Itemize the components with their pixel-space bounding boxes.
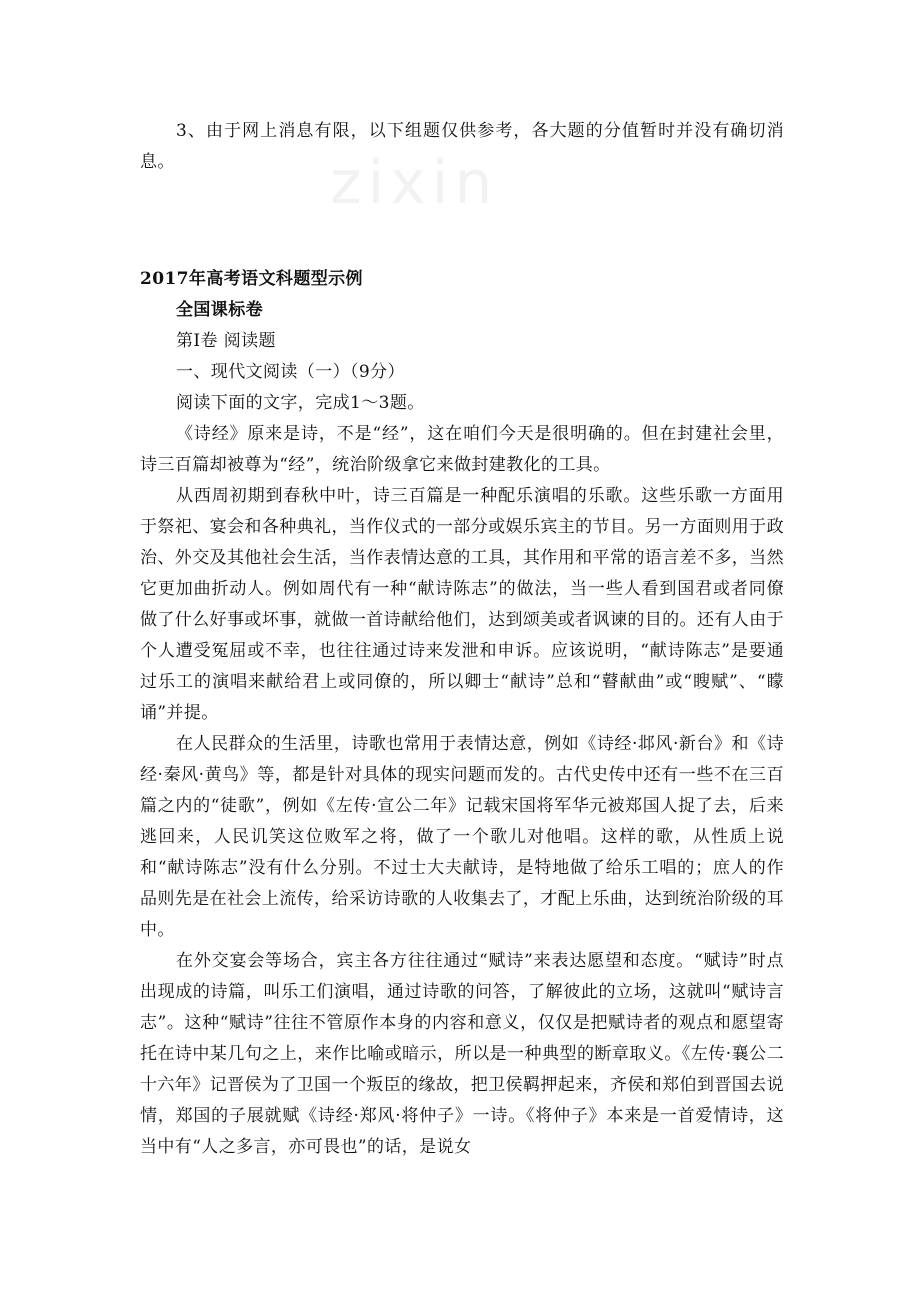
section-title: 第Ⅰ卷 阅读题 [176, 331, 276, 351]
exam-body [140, 264, 784, 1163]
instruction-text: 阅读下面的文字，完成1～3题。 [176, 393, 425, 413]
body-paragraph: 《诗经》原来是诗，不是“经”，这在咱们今天是很明确的。但在封建社会里，诗三百篇却被尊为“经”，统治阶级拿它来做封建教化的工具。 [140, 424, 784, 475]
body-paragraph: 从西周初期到春秋中叶，诗三百篇是一种配乐演唱的乐歌。这些乐歌一方面用于祭祀、宴会和各种典礼，当作仪式的一部分或娱乐宾主的节目。另一方面则用于政治、外交及其他社会生活，当作表情达意的工具，其作用和平常的语言差不多，当然它更加曲折动人。例如周代有一种“献诗陈志”的做法，当一些人看到国君或者同僚做了什么好事或坏事，就做一首诗献给他们，达到颂美或者讽谏的目的。还有人由于个人遭受冤屈或不幸，也往往通过诗来发泄和申诉。应该说明，“献诗陈志”是要通过乐工的演唱来献给君上或同僚的，所以卿士“献诗”总和“瞽献曲”或“瞍赋”、“矇诵”并提。 [140, 486, 784, 723]
note-paragraph: 3、由于网上消息有限，以下组题仅供参考，各大题的分值暂时并没有确切消息。 [140, 121, 784, 172]
exam-subheading: 全国课标卷 [176, 300, 263, 320]
body-paragraph: 在人民群众的生活里，诗歌也常用于表情达意，例如《诗经·邶风·新台》和《诗经·秦风·黄鸟》等，都是针对具体的现实问题而发的。古代史传中还有一些不在三百篇之内的“徒歌”，例如《左传·宣公二年》记载宋国将军华元被郑国人捉了去，后来逃回来，人民讥笑这位败军之将，做了一个歌儿对他唱。这样的歌，从性质上说和“献诗陈志”没有什么分别。不过士大夫献诗，是特地做了给乐工唱的；庶人的作品则先是在社会上流传，给采访诗歌的人收集去了，才配上乐曲，达到统治阶级的耳中。 [140, 734, 784, 940]
body-paragraph: 在外交宴会等场合，宾主各方往往通过“赋诗”来表达愿望和态度。“赋诗”时点出现成的诗篇，叫乐工们演唱，通过诗歌的问答，了解彼此的立场，这就叫“赋诗言志”。这种“赋诗”往往不管原作本身的内容和意义，仅仅是把赋诗者的观点和愿望寄托在诗中某几句之上，来作比喻或暗示，所以是一种典型的断章取义。《左传·襄公二十六年》记晋侯为了卫国一个叛臣的缘故，把卫侯羁押起来，齐侯和郑伯到晋国去说情，郑国的子展就赋《诗经·郑风·将仲子》一诗。《将仲子》本来是一首爱情诗，这当中有“人之多言，亦可畏也”的话，是说女 [140, 951, 784, 1157]
watermark: zixin [330, 148, 499, 218]
part-title: 一、现代文阅读（一）（9分） [176, 362, 405, 382]
document-heading: 2017年高考语文科题型示例 [140, 269, 363, 289]
